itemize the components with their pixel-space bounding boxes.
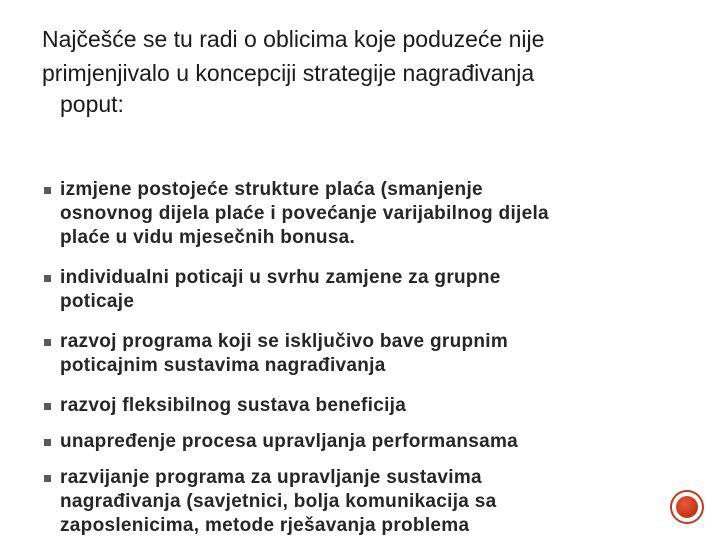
- bullet-text: izmjene postojeće strukture plaća (smanjenje osnovnog dijela plaće i povećanje varijabilnog dijela plaće u vidu mjesečnih bonusa.: [60, 179, 549, 248]
- list-item: [42, 394, 682, 418]
- intro-line-2: primjenjivalo u koncepciji strategije nagrađivanja: [42, 60, 535, 86]
- list-item: [42, 330, 682, 378]
- intro-line-1: Najčešće se tu radi o oblicima koje poduzeće nije: [42, 26, 545, 52]
- bullet-list: [42, 178, 682, 540]
- bullet-marker-icon: [44, 475, 51, 482]
- bullet-marker-icon: [44, 403, 51, 410]
- bullet-text: razvijanje programa za upravljanje sustavima nagrađivanja (savjetnici, bolja komunikacija sa zaposlenicima, metode rješavanja problema: [60, 467, 497, 536]
- list-item: [42, 466, 682, 538]
- bullet-marker-icon: [44, 439, 51, 446]
- bullet-marker-icon: [44, 339, 51, 346]
- bullet-text: razvoj programa koji se isključivo bave grupnim poticajnim sustavima nagrađivanja: [60, 331, 509, 376]
- bullet-text: individualni poticaji u svrhu zamjene za grupne poticaje: [60, 267, 501, 312]
- bullet-marker-icon: [44, 187, 51, 194]
- list-item: [42, 178, 682, 250]
- circle-button-icon[interactable]: [670, 490, 704, 524]
- intro-paragraph: [42, 22, 682, 118]
- bullet-text: razvoj fleksibilnog sustava beneficija: [60, 395, 407, 416]
- list-item: [42, 266, 682, 314]
- bullet-text: unapređenje procesa upravljanja performansama: [60, 431, 519, 452]
- circle-button-inner: [676, 496, 698, 518]
- bullet-marker-icon: [44, 275, 51, 282]
- intro-line-3: poput:: [60, 91, 124, 117]
- list-item: [42, 430, 682, 454]
